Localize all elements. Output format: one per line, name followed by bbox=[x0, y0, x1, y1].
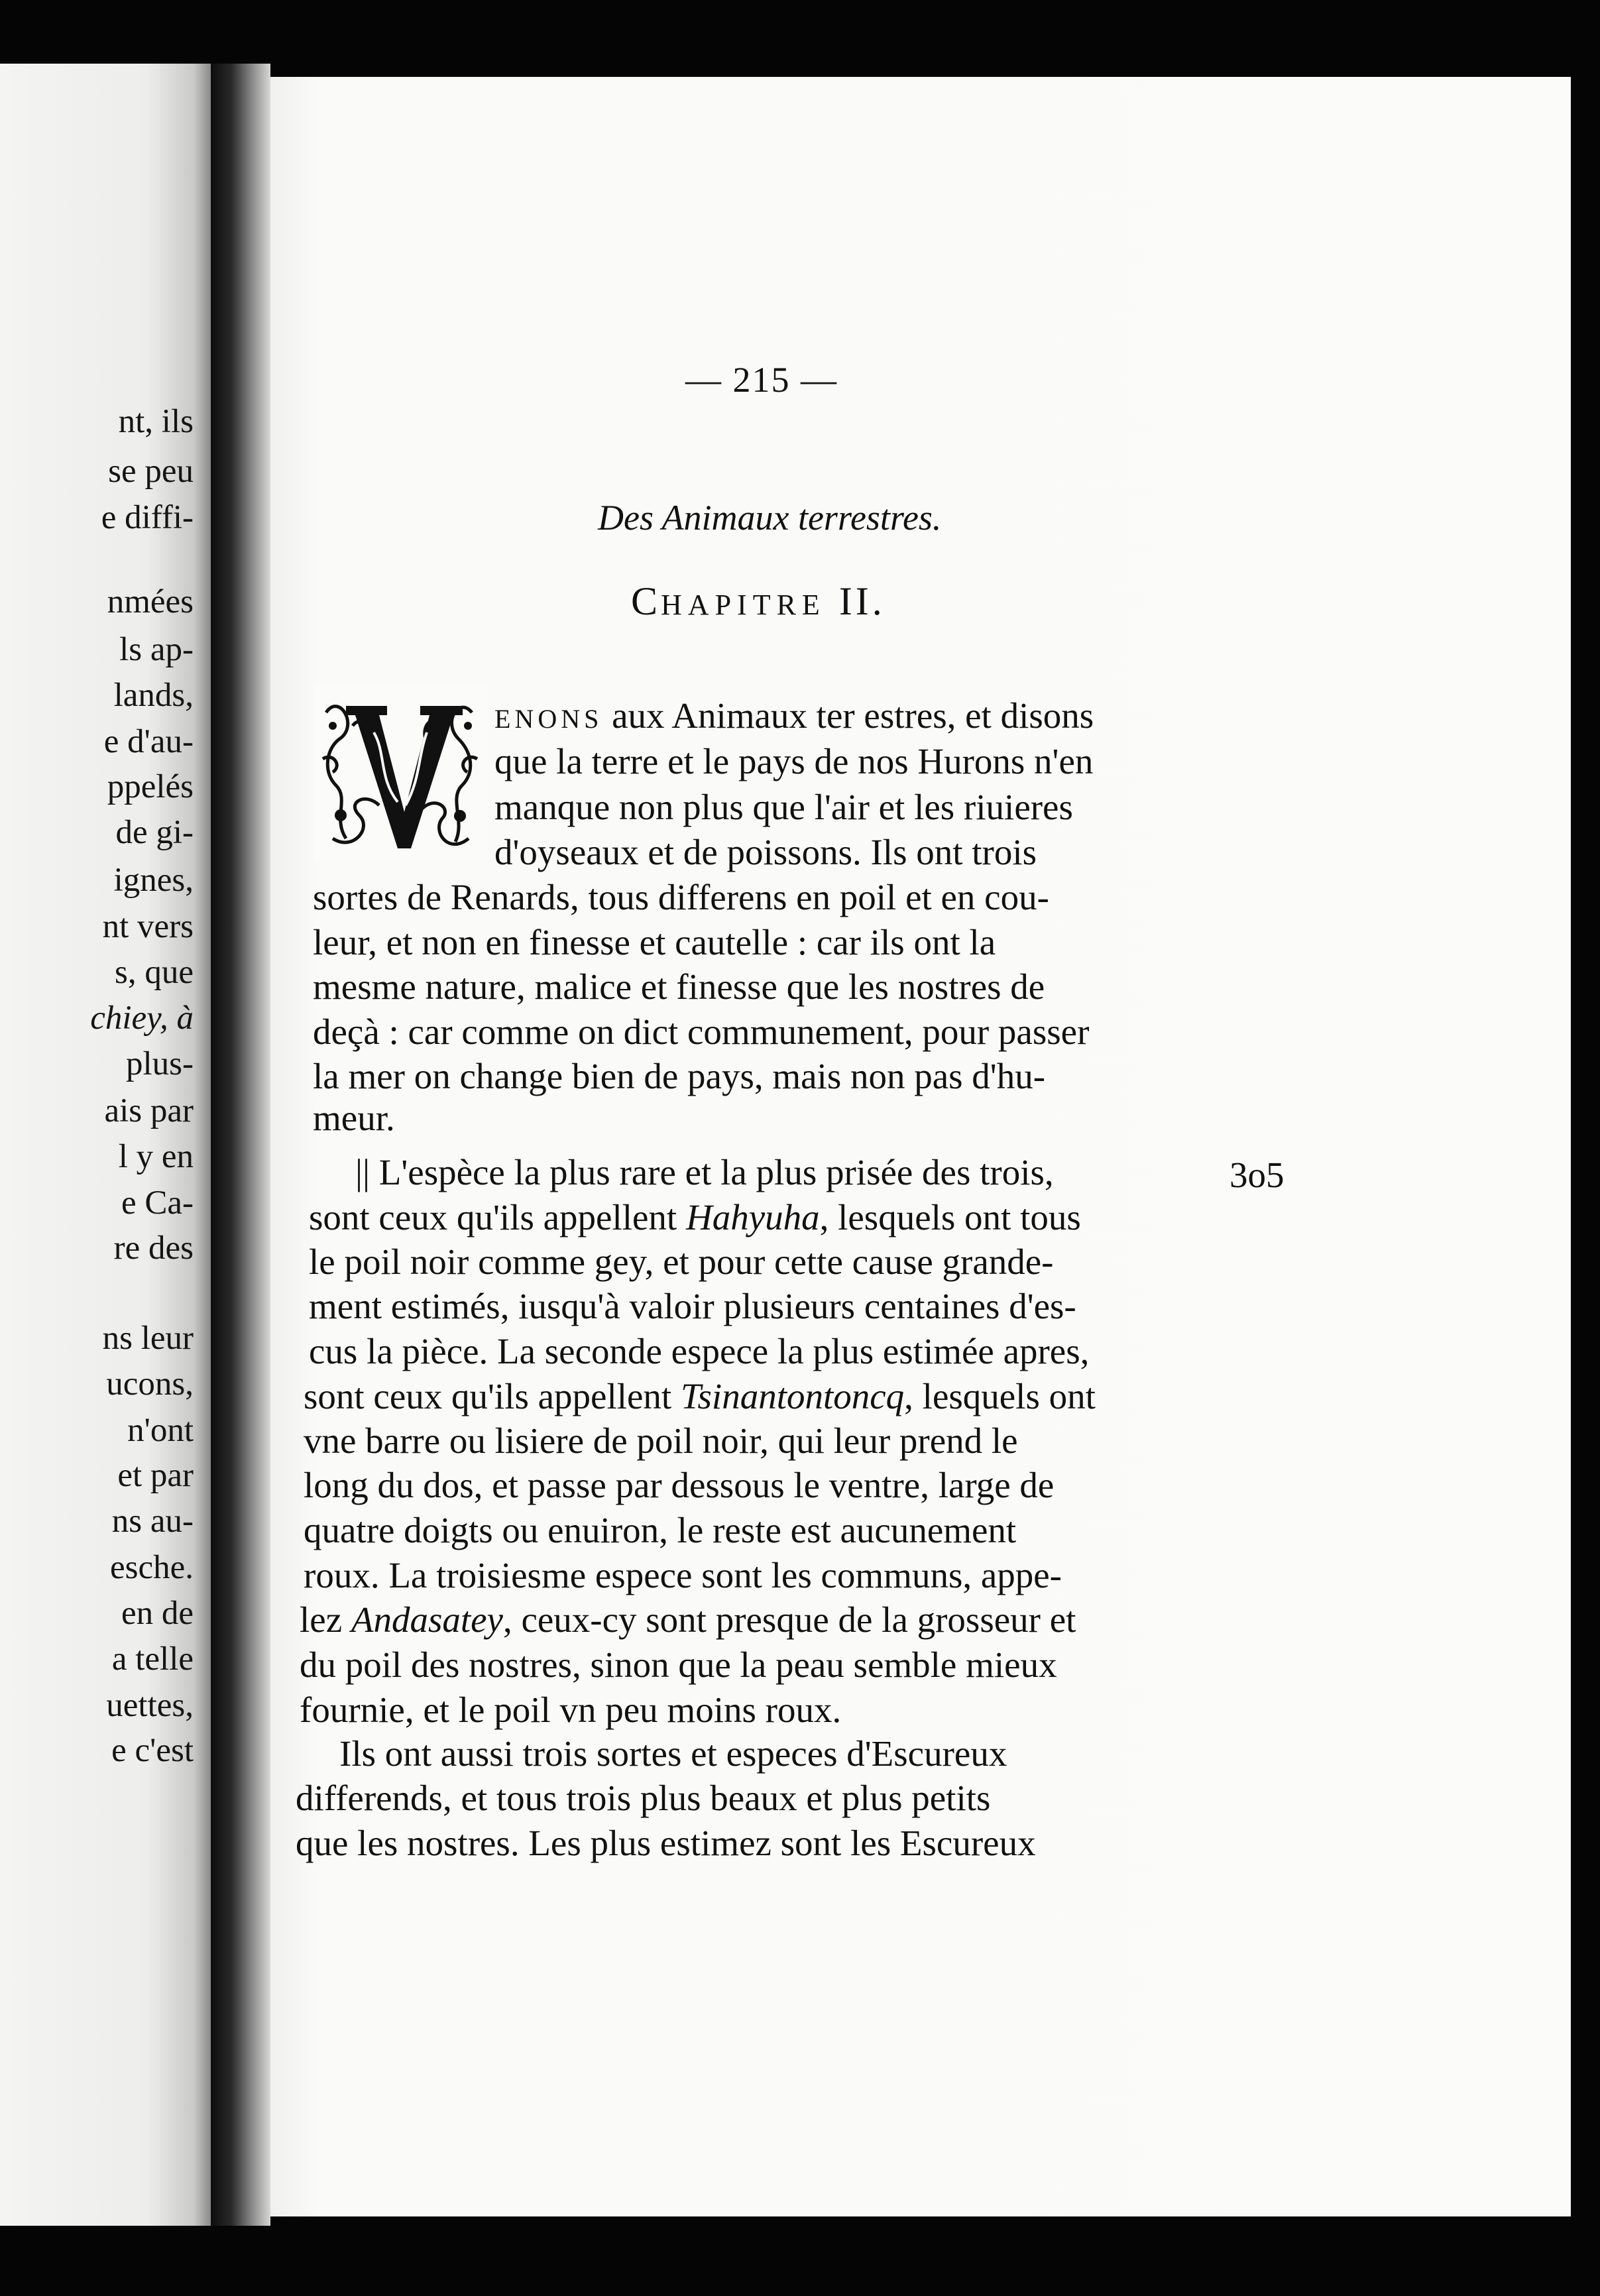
left-page-line: lands, bbox=[113, 677, 194, 714]
text-run: fournie, et le poil vn peu moins roux. bbox=[300, 1690, 842, 1730]
right-page bbox=[270, 77, 1571, 2216]
text-run: que les nostres. Les plus estimez sont les Escureux bbox=[296, 1823, 1036, 1863]
body-line bbox=[494, 697, 1094, 734]
text-run: , ceux-cy sont presque de la grosseur et bbox=[502, 1599, 1076, 1640]
text-run: ment estimés, iusqu'à valoir plusieurs centaines d'es- bbox=[309, 1286, 1076, 1326]
text-run: vne barre ou lisiere de poil noir, qui leur prend le bbox=[304, 1420, 1018, 1461]
text-run: quatre doigts ou enuiron, le reste est aucunement bbox=[304, 1510, 1017, 1550]
body-line bbox=[494, 743, 1093, 779]
text-run: mesme nature, malice et finesse que les nostres de bbox=[313, 966, 1045, 1007]
italic-term: Tsinantontoncq bbox=[680, 1376, 905, 1416]
chapter-title-initial: C bbox=[631, 579, 661, 623]
left-page-line: en de bbox=[121, 1595, 194, 1632]
text-run: cus la pièce. La seconde espece la plus estimée apres, bbox=[309, 1331, 1090, 1371]
left-page-line: de gi- bbox=[115, 814, 194, 851]
chapter-title-smallcaps: HAPITRE bbox=[661, 589, 826, 621]
body-line bbox=[313, 1013, 1089, 1050]
text-run: aux Animaux ter estres, et disons bbox=[602, 695, 1094, 736]
text-run: meur. bbox=[313, 1098, 395, 1138]
left-page-line: ucons, bbox=[106, 1365, 194, 1403]
page-number: — 215 — bbox=[685, 360, 838, 400]
left-page-line: esche. bbox=[109, 1549, 194, 1586]
body-line bbox=[494, 789, 1073, 825]
body-line bbox=[309, 1288, 1076, 1324]
body-line bbox=[494, 834, 1037, 870]
body-line bbox=[313, 1100, 395, 1136]
left-page-line: n'ont bbox=[127, 1412, 194, 1449]
left-page-line: re des bbox=[113, 1230, 194, 1267]
left-page-line: plus- bbox=[126, 1045, 194, 1082]
italic-term: Hahyuha bbox=[685, 1197, 820, 1237]
left-page-line: et par bbox=[117, 1457, 194, 1494]
left-page-line: uettes, bbox=[106, 1687, 194, 1724]
text-run: long du dos, et passe par dessous le ventre, large de bbox=[304, 1465, 1055, 1505]
left-page-line: ppelés bbox=[107, 768, 194, 805]
body-line bbox=[304, 1467, 1054, 1503]
left-page-line: se peu bbox=[108, 453, 194, 490]
left-page-line: nt, ils bbox=[118, 403, 194, 440]
small-caps-text: ENONS bbox=[494, 704, 603, 734]
left-page-line: e c'est bbox=[111, 1732, 194, 1769]
left-page-line: chiey, à bbox=[90, 1000, 194, 1037]
left-page-line: ns au- bbox=[111, 1503, 194, 1540]
text-run: || L'espèce la plus rare et la plus prisée des trois, bbox=[355, 1152, 1054, 1192]
left-page-line: e diffi- bbox=[101, 499, 194, 536]
ornamental-drop-cap-v bbox=[313, 686, 488, 860]
left-page-line: ls ap- bbox=[119, 631, 194, 668]
text-run: Ils ont aussi trois sortes et especes d'Escureux bbox=[339, 1733, 1007, 1774]
text-run: sont ceux qu'ils appellent bbox=[309, 1197, 686, 1237]
text-run: sont ceux qu'ils appellent bbox=[304, 1376, 681, 1416]
left-page-line: nt vers bbox=[102, 908, 194, 945]
italic-term: Andasatey bbox=[351, 1599, 503, 1640]
text-run: sortes de Renards, tous differens en poil et en cou- bbox=[313, 877, 1049, 917]
body-line bbox=[300, 1601, 1076, 1638]
chapter-title-numeral: II. bbox=[825, 579, 886, 623]
body-line bbox=[355, 1154, 1054, 1190]
body-line bbox=[313, 968, 1045, 1005]
body-line bbox=[313, 1058, 1045, 1094]
body-line bbox=[304, 1378, 1096, 1414]
text-run: la mer on change bien de pays, mais non pas d'hu- bbox=[313, 1056, 1046, 1096]
body-line bbox=[296, 1780, 990, 1816]
body-line bbox=[313, 879, 1049, 915]
left-page-line: ignes, bbox=[113, 862, 194, 899]
body-line bbox=[304, 1557, 1062, 1593]
left-page-line: ais par bbox=[104, 1092, 194, 1129]
body-line bbox=[300, 1692, 841, 1728]
left-page-line: s, que bbox=[115, 954, 194, 991]
text-run: deçà : car comme on dict communement, pour passer bbox=[313, 1011, 1090, 1052]
body-line bbox=[309, 1333, 1089, 1369]
text-run: differends, et tous trois plus beaux et plus petits bbox=[296, 1778, 991, 1818]
text-run: lez bbox=[300, 1599, 351, 1640]
section-title: Des Animaux terrestres. bbox=[598, 498, 942, 538]
left-page-line: l y en bbox=[118, 1138, 194, 1175]
body-line bbox=[304, 1512, 1016, 1548]
body-line bbox=[309, 1243, 1053, 1280]
body-line bbox=[339, 1735, 1007, 1772]
margin-page-number: 3o5 bbox=[1229, 1155, 1285, 1195]
text-run: d'oyseaux et de poissons. Ils ont trois bbox=[494, 832, 1037, 872]
body-line bbox=[296, 1825, 1036, 1861]
text-run: que la terre et le pays de nos Hurons n'en bbox=[494, 741, 1094, 781]
left-page-line: e d'au- bbox=[103, 723, 194, 760]
left-page-line: e Ca- bbox=[121, 1184, 194, 1222]
text-run: du poil des nostres, sinon que la peau semble mieux bbox=[300, 1644, 1057, 1685]
text-run: manque non plus que l'air et les riuieres bbox=[494, 787, 1073, 827]
body-line bbox=[304, 1422, 1018, 1459]
book-gutter bbox=[211, 64, 270, 2226]
left-page bbox=[0, 64, 211, 2226]
chapter-title bbox=[631, 579, 886, 624]
text-run: , lesquels ont tous bbox=[819, 1197, 1081, 1237]
body-line bbox=[300, 1646, 1057, 1683]
text-run: leur, et non en finesse et cautelle : car ils ont la bbox=[313, 922, 996, 962]
text-run: , lesquels ont bbox=[904, 1376, 1096, 1416]
left-page-line: a telle bbox=[111, 1640, 194, 1678]
body-line bbox=[309, 1199, 1081, 1235]
left-page-line: ns leur bbox=[102, 1320, 194, 1357]
body-line bbox=[313, 924, 996, 960]
text-run: roux. La troisiesme espece sont les communs, appe- bbox=[304, 1555, 1062, 1595]
left-page-line: nmées bbox=[107, 583, 194, 620]
text-run: le poil noir comme gey, et pour cette cause grande- bbox=[309, 1241, 1054, 1282]
